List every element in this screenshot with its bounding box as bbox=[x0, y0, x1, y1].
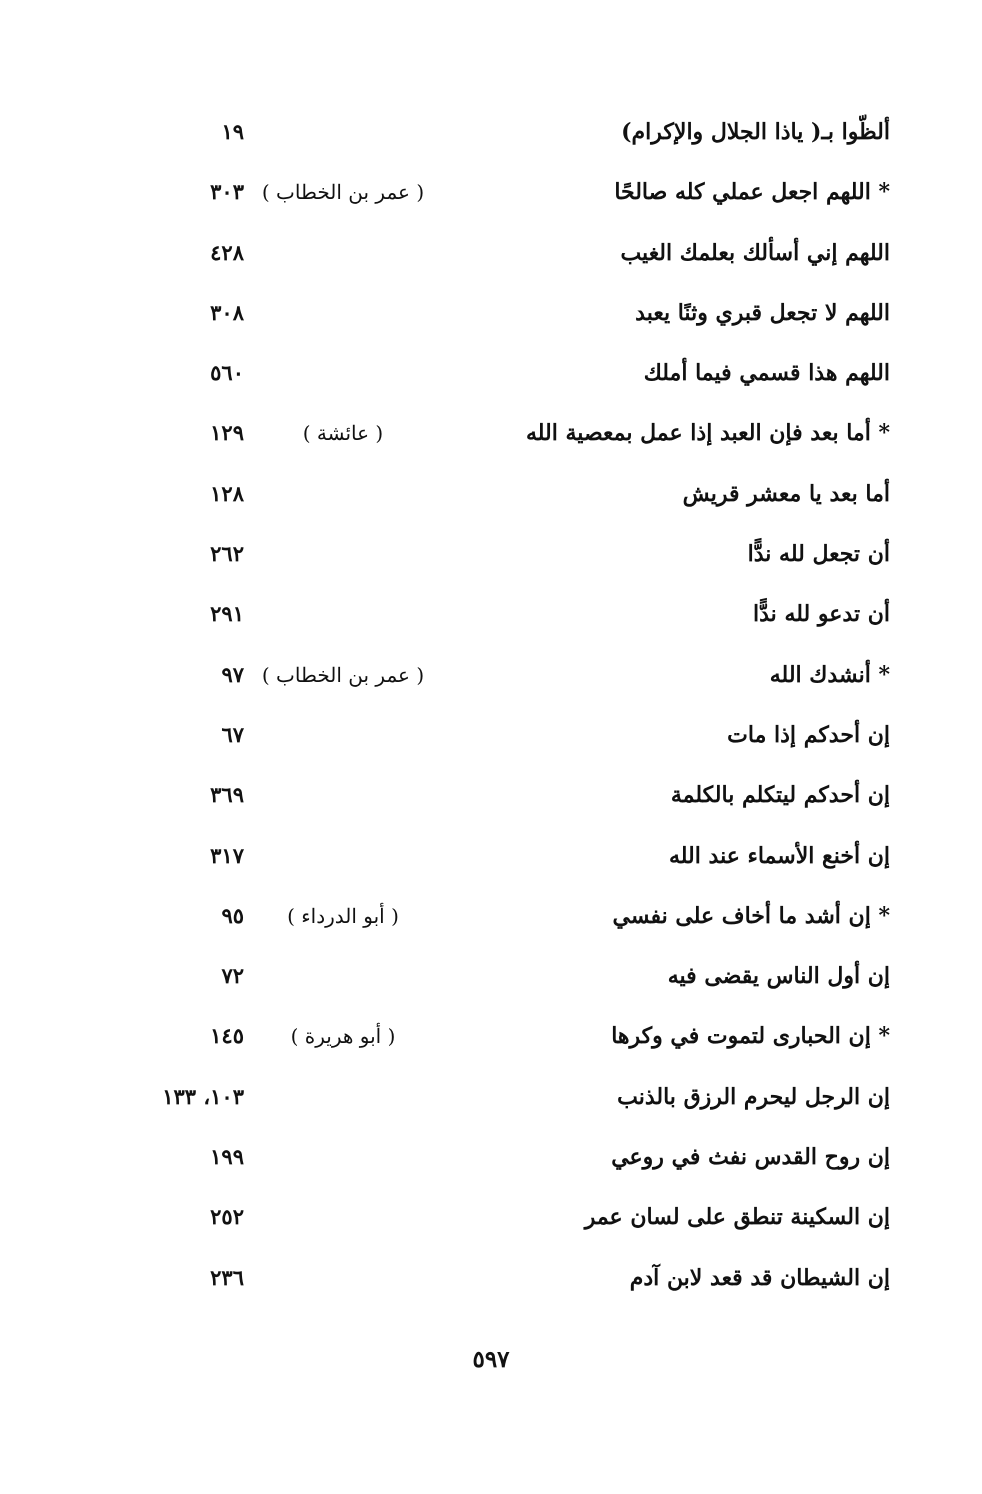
index-entry bbox=[0, 464, 982, 524]
entry-narrator: ( أبو الدرداء ) bbox=[287, 903, 399, 928]
entry-text: * اللهم اجعل عملي كله صالحًا bbox=[614, 179, 890, 206]
entry-page-ref: ٢٦٢ bbox=[210, 541, 244, 567]
index-entry bbox=[0, 283, 982, 343]
entry-text: أن تجعل لله ندًّا bbox=[747, 541, 890, 568]
entry-text: أما بعد يا معشر قريش bbox=[682, 480, 890, 507]
index-entry bbox=[0, 645, 982, 705]
hadith-index-list bbox=[0, 102, 982, 1308]
index-entry bbox=[0, 1187, 982, 1247]
entry-page-ref: ٦٧ bbox=[221, 721, 244, 747]
entry-page-ref: ٢٥٢ bbox=[210, 1204, 244, 1230]
entry-page-ref: ٢٣٦ bbox=[210, 1264, 244, 1290]
entry-text: اللهم إني أسألك بعلمك الغيب bbox=[620, 239, 890, 266]
entry-text: إن أحدكم ليتكلم بالكلمة bbox=[670, 782, 890, 809]
index-entry bbox=[0, 705, 982, 765]
index-entry bbox=[0, 1067, 982, 1127]
page-number: ٥٩٧ bbox=[472, 1346, 510, 1373]
entry-page-ref: ١٢٨ bbox=[210, 480, 244, 506]
entry-narrator: ( أبو هريرة ) bbox=[290, 1024, 396, 1049]
entry-page-ref: ٣٠٨ bbox=[210, 299, 244, 325]
entry-page-ref: ٣٠٣ bbox=[210, 179, 244, 205]
entry-page-ref: ٢٩١ bbox=[210, 601, 244, 627]
index-entry bbox=[0, 223, 982, 283]
index-entry bbox=[0, 524, 982, 584]
entry-text: * أنشدك الله bbox=[769, 661, 890, 688]
index-entry bbox=[0, 1006, 982, 1066]
entry-text: إن أخنع الأسماء عند الله bbox=[668, 842, 890, 869]
index-entry bbox=[0, 946, 982, 1006]
index-entry bbox=[0, 102, 982, 162]
entry-text: * إن الحبارى لتموت في وكرها bbox=[611, 1023, 890, 1050]
index-entry bbox=[0, 826, 982, 886]
index-entry bbox=[0, 162, 982, 222]
entry-text: إن الرجل ليحرم الرزق بالذنب bbox=[617, 1083, 890, 1110]
entry-narrator: ( عائشة ) bbox=[302, 421, 384, 446]
entry-page-ref: ٤٢٨ bbox=[210, 239, 244, 265]
entry-text: * أما بعد فإن العبد إذا عمل بمعصية الله bbox=[525, 420, 890, 447]
index-entry bbox=[0, 765, 982, 825]
index-entry bbox=[0, 403, 982, 463]
index-entry bbox=[0, 1127, 982, 1187]
index-entry bbox=[0, 1248, 982, 1308]
entry-text: اللهم لا تجعل قبري وثنًا يعبد bbox=[635, 299, 890, 326]
entry-page-ref: ١٤٥ bbox=[210, 1023, 244, 1049]
entry-text: إن أول الناس يقضى فيه bbox=[667, 963, 890, 990]
entry-page-ref: ١٠٣، ١٣٣ bbox=[162, 1083, 244, 1109]
entry-page-ref: ٩٧ bbox=[221, 661, 244, 687]
entry-narrator: ( عمر بن الخطاب ) bbox=[261, 662, 425, 687]
entry-text: أن تدعو لله ندًّا bbox=[753, 601, 890, 628]
entry-text: إن روح القدس نفث في روعي bbox=[611, 1144, 890, 1171]
entry-page-ref: ٣٦٩ bbox=[210, 782, 244, 808]
entry-text: إن السكينة تنطق على لسان عمر bbox=[584, 1204, 890, 1231]
entry-page-ref: ٥٦٠ bbox=[210, 360, 244, 386]
entry-page-ref: ١٩ bbox=[221, 119, 244, 144]
entry-text: ألظّوا بـ( ياذا الجلال والإكرام) bbox=[621, 119, 890, 145]
entry-text: * إن أشد ما أخاف على نفسي bbox=[612, 902, 890, 929]
entry-narrator: ( عمر بن الخطاب ) bbox=[261, 180, 425, 205]
entry-page-ref: ١٢٩ bbox=[210, 420, 244, 446]
index-entry bbox=[0, 343, 982, 403]
entry-page-ref: ١٩٩ bbox=[210, 1144, 244, 1170]
entry-page-ref: ٩٥ bbox=[221, 902, 244, 928]
index-entry bbox=[0, 886, 982, 946]
entry-text: إن أحدكم إذا مات bbox=[727, 721, 890, 748]
entry-text: إن الشيطان قد قعد لابن آدم bbox=[629, 1264, 890, 1291]
entry-page-ref: ٣١٧ bbox=[210, 842, 244, 868]
entry-page-ref: ٧٢ bbox=[221, 963, 244, 989]
index-entry bbox=[0, 584, 982, 644]
entry-text: اللهم هذا قسمي فيما أملك bbox=[643, 360, 890, 387]
